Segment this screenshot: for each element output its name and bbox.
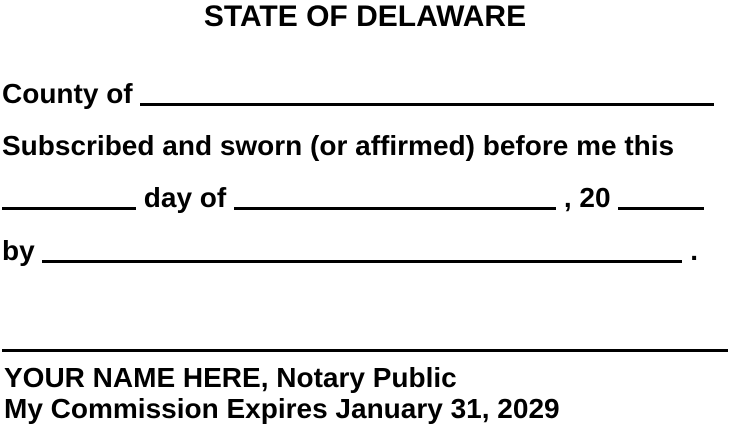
day-label: day of <box>143 182 227 213</box>
year-blank <box>618 185 704 210</box>
by-line <box>2 237 698 265</box>
date-line <box>2 184 704 212</box>
signature-line <box>2 349 728 352</box>
by-label: by <box>2 235 35 266</box>
county-line <box>2 80 714 108</box>
day-blank <box>2 185 136 210</box>
by-blank <box>42 238 682 263</box>
notary-name: YOUR NAME HERE, Notary Public <box>4 362 457 393</box>
county-blank <box>140 81 714 106</box>
by-end: . <box>690 235 699 266</box>
year-prefix: , 20 <box>563 182 611 213</box>
month-blank <box>234 185 556 210</box>
county-label: County of <box>2 78 133 109</box>
state-title: STATE OF DELAWARE <box>203 0 527 33</box>
commission-expiration: My Commission Expires January 31, 2029 <box>4 393 560 424</box>
subscribed-line: Subscribed and sworn (or affirmed) before me this <box>2 130 675 161</box>
